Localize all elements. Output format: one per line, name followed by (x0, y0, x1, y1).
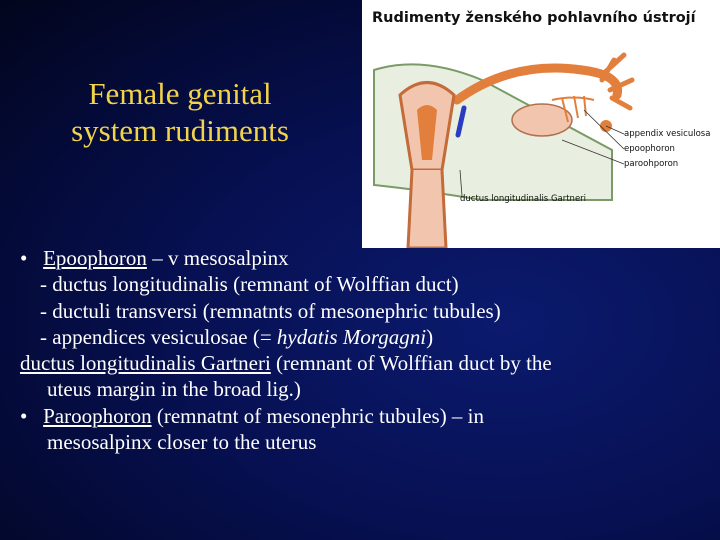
appendices-close: ) (426, 324, 434, 349)
line-paroophoron-cont: mesosalpinx closer to the uterus (47, 430, 317, 455)
bullet-marker: • (20, 246, 28, 270)
title-line-1: Female genital (88, 76, 272, 111)
bullet-paroophoron (20, 403, 710, 429)
ovary-shape (512, 104, 572, 136)
term-gartneri: ductus longitudinalis Gartneri (20, 351, 271, 376)
line-ductus-longitudinalis: - ductus longitudinalis (remnant of Wolffian duct) (40, 272, 459, 297)
term-paroophoron: Paroophoron (43, 403, 152, 428)
vagina-shape (408, 170, 446, 248)
bullet-marker: • (20, 403, 28, 428)
uterus-diagram (362, 0, 720, 248)
bullet-epoophoron (20, 245, 710, 271)
anatomy-figure (362, 0, 720, 248)
label-gartner-duct: ductus longitudinalis Gartneri (460, 194, 587, 204)
label-epoophoron: epoophoron (624, 144, 675, 154)
slide-title (20, 75, 340, 149)
bullet-list (20, 245, 710, 455)
appendices-text: - appendices vesiculosae (= (40, 324, 277, 349)
title-line-2: system rudiments (71, 113, 289, 148)
paroophoron-text: (remnatnt of mesonephric tubules) – in (151, 403, 485, 428)
line-appendices (20, 324, 710, 350)
line-gartneri-cont: uteus margin in the broad lig.) (47, 377, 301, 402)
gartneri-text: (remnant of Wolffian duct by the (270, 351, 552, 376)
label-appendix-vesiculosa: appendix vesiculosa (624, 129, 711, 139)
bullet-epoophoron-text: – v mesosalpinx (146, 246, 289, 270)
term-epoophoron: Epoophoron (43, 246, 147, 270)
line-gartneri (20, 350, 710, 376)
hydatis-morgagni-text: hydatis Morgagni (276, 324, 427, 349)
line-ductuli-transversi: - ductuli transversi (remnatnts of mesonephric tubules) (40, 298, 501, 323)
figure-title: Rudimenty ženského pohlavního ústrojí (372, 10, 696, 26)
label-paroophoron: paroohporon (624, 159, 679, 169)
